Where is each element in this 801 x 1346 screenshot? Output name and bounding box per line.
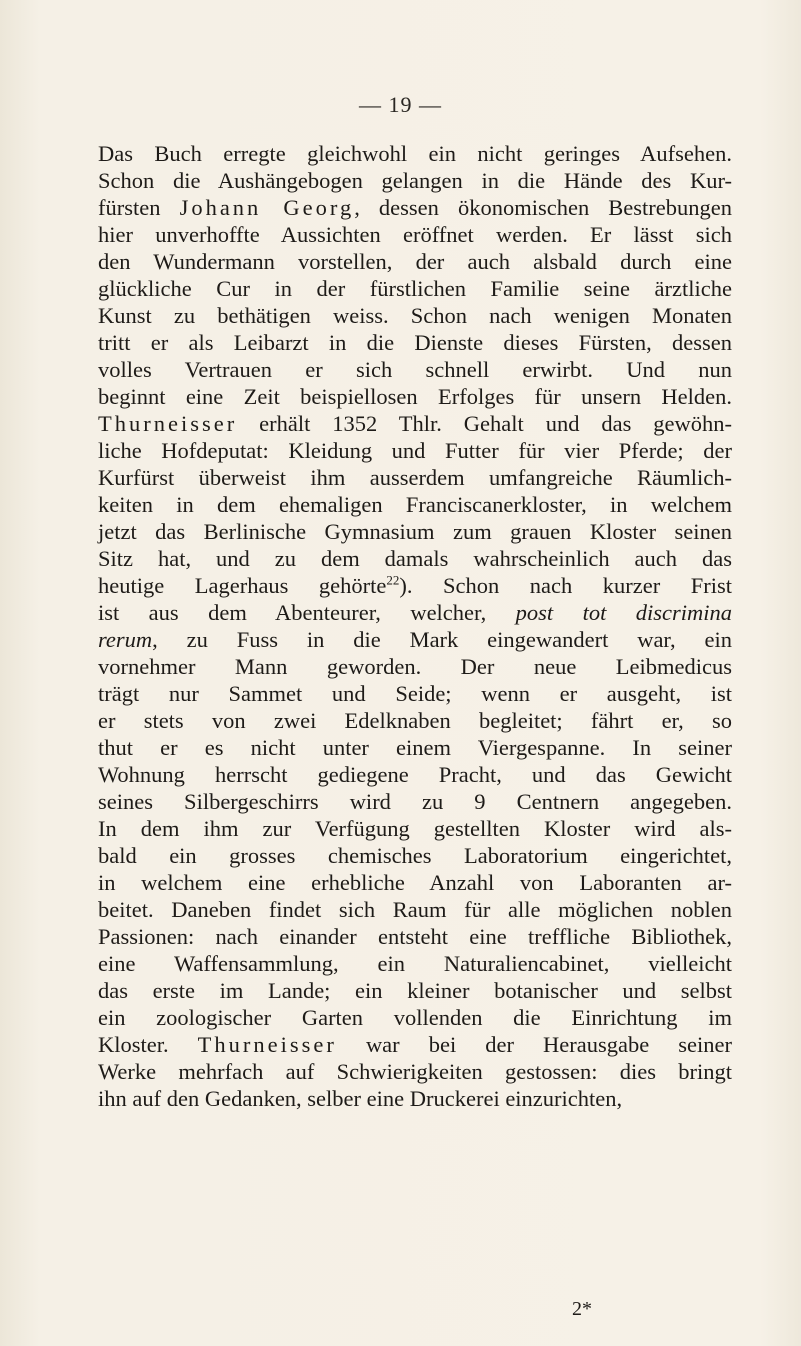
- text-line: [98, 707, 732, 734]
- text-line: [98, 194, 732, 221]
- text-run: vornehmer Mann geworden. Der neue Leibmedicus: [98, 654, 732, 679]
- text-run: beitet. Daneben findet sich Raum für alle möglichen noblen: [98, 897, 732, 922]
- text-line: [98, 572, 732, 599]
- text-run: Kloster.: [98, 1032, 198, 1057]
- text-line: [98, 653, 732, 680]
- body-text: [98, 140, 732, 1112]
- text-line: [98, 248, 732, 275]
- text-run: liche Hofdeputat: Kleidung und Futter für vier Pferde; der: [98, 438, 732, 463]
- text-run: Werke mehrfach auf Schwierigkeiten gestossen: dies bringt: [98, 1059, 732, 1084]
- text-line: [98, 896, 732, 923]
- text-line: [98, 680, 732, 707]
- text-line: [98, 1058, 732, 1085]
- text-line: [98, 410, 732, 437]
- text-run: in welchem eine erhebliche Anzahl von Laboranten ar-: [98, 870, 732, 895]
- text-run: seines Silbergeschirrs wird zu 9 Centnern angegeben.: [98, 789, 732, 814]
- text-line: [98, 950, 732, 977]
- text-run: Kunst zu bethätigen weiss. Schon nach wenigen Monaten: [98, 303, 732, 328]
- text-run: erhält 1352 Thlr. Gehalt und das gewöhn-: [237, 411, 732, 436]
- text-line: [98, 383, 732, 410]
- text-line: [98, 1085, 732, 1112]
- text-run: thut er es nicht unter einem Viergespanne. In seiner: [98, 735, 732, 760]
- text-run: hier unverhoffte Aussichten eröffnet werden. Er lässt sich: [98, 222, 732, 247]
- text-line: [98, 518, 732, 545]
- text-run: das erste im Lande; ein kleiner botanischer und selbst: [98, 978, 732, 1003]
- text-line: [98, 140, 732, 167]
- text-run: , zu Fuss in die Mark eingewandert war, ein: [152, 627, 732, 652]
- text-line: [98, 167, 732, 194]
- text-run: In dem ihm zur Verfügung gestellten Kloster wird als-: [98, 816, 732, 841]
- text-run: post tot discrimina: [515, 600, 733, 625]
- text-line: [98, 437, 732, 464]
- text-line: [98, 302, 732, 329]
- text-line: [98, 761, 732, 788]
- text-run: ihn auf den Gedanken, selber eine Druckerei einzurichten,: [98, 1086, 623, 1111]
- text-run: Johann Georg: [179, 195, 355, 220]
- text-line: [98, 221, 732, 248]
- text-run: Schon die Aushängebogen gelangen in die Hände des Kur-: [98, 168, 732, 193]
- text-line: [98, 788, 732, 815]
- text-run: tritt er als Leibarzt in die Dienste dieses Fürsten, dessen: [98, 330, 732, 355]
- text-run: den Wundermann vorstellen, der auch alsbald durch eine: [98, 249, 732, 274]
- text-line: [98, 275, 732, 302]
- text-run: trägt nur Sammet und Seide; wenn er ausgeht, ist: [98, 681, 732, 706]
- text-line: [98, 977, 732, 1004]
- text-run: fürsten: [98, 195, 180, 220]
- text-run: bald ein grosses chemisches Laboratorium eingerichtet,: [98, 843, 732, 868]
- text-line: [98, 599, 732, 626]
- text-run: ein zoologischer Garten vollenden die Einrichtung im: [98, 1005, 732, 1030]
- text-run: eine Waffensammlung, ein Naturaliencabinet, vielleicht: [98, 951, 732, 976]
- footnote-ref: 22: [386, 572, 400, 588]
- text-line: [98, 329, 732, 356]
- text-line: [98, 734, 732, 761]
- text-line: [98, 464, 732, 491]
- text-run: Thurneisser: [197, 1032, 337, 1057]
- text-line: [98, 356, 732, 383]
- text-run: ist aus dem Abenteurer, welcher,: [98, 600, 516, 625]
- text-run: beginnt eine Zeit beispiellosen Erfolges für unsern Helden.: [98, 384, 732, 409]
- text-line: [98, 545, 732, 572]
- text-line: [98, 491, 732, 518]
- text-run: keiten in dem ehemaligen Franciscanerkloster, in welchem: [98, 492, 732, 517]
- text-line: [98, 923, 732, 950]
- text-run: rerum: [98, 627, 153, 652]
- signature-mark: 2*: [572, 1298, 592, 1320]
- text-run: volles Vertrauen er sich schnell erwirbt. Und nun: [98, 357, 732, 382]
- text-line: [98, 626, 732, 653]
- text-run: jetzt das Berlinische Gymnasium zum grauen Kloster seinen: [98, 519, 732, 544]
- text-run: war bei der Herausgabe seiner: [336, 1032, 732, 1057]
- text-run: er stets von zwei Edelknaben begleitet; fährt er, so: [98, 708, 732, 733]
- text-line: [98, 1004, 732, 1031]
- text-line: [98, 842, 732, 869]
- text-run: Das Buch erregte gleichwohl ein nicht geringes Aufsehen.: [98, 141, 732, 166]
- page-number: — 19 —: [359, 92, 442, 117]
- text-run: Passionen: nach einander entsteht eine treffliche Bibliothek,: [98, 924, 732, 949]
- text-run: Thurneisser: [98, 411, 238, 436]
- text-run: Kurfürst überweist ihm ausserdem umfangreiche Räumlich-: [98, 465, 732, 490]
- text-run: glückliche Cur in der fürstlichen Familie seine ärztliche: [98, 276, 732, 301]
- text-run: heutige Lagerhaus gehörte: [98, 573, 387, 598]
- text-line: [98, 869, 732, 896]
- text-line: [98, 815, 732, 842]
- text-run: ). Schon nach kurzer Frist: [399, 573, 732, 598]
- text-run: Wohnung herrscht gediegene Pracht, und das Gewicht: [98, 762, 732, 787]
- text-run: , dessen ökonomischen Bestrebungen: [354, 195, 732, 220]
- text-line: [98, 1031, 732, 1058]
- text-run: Sitz hat, und zu dem damals wahrscheinlich auch das: [98, 546, 732, 571]
